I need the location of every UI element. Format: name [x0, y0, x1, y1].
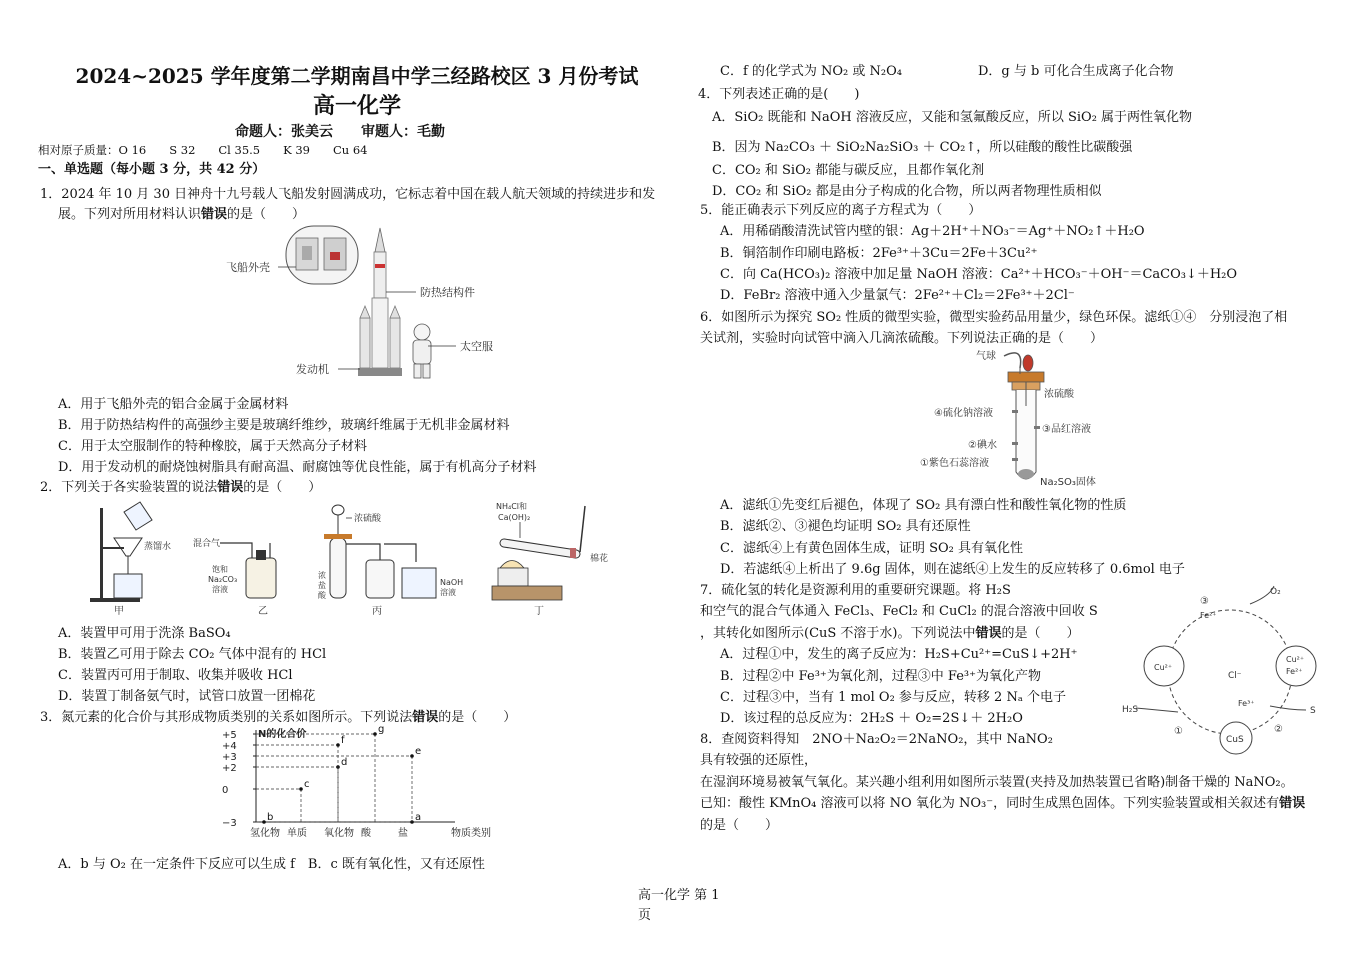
- chart-point: [373, 732, 377, 736]
- q2-stem: [40, 479, 321, 496]
- chart-point-label: f: [341, 735, 345, 746]
- q2-option-c: C．装置丙可用于制取、收集并吸收 HCl: [58, 668, 293, 683]
- q2-label-hcl2: 盐: [318, 581, 326, 590]
- q1-rocket-figure: [220, 222, 520, 382]
- q7-cycle-figure: [1120, 582, 1340, 762]
- q6-label-2: ②碘水: [968, 440, 997, 451]
- q2-option-d: D．装置丁制备氨气时，试管口放置一团棉花: [58, 689, 316, 704]
- chart-x-label: 物质类别: [451, 828, 491, 839]
- q6-stem-line1: 6．如图所示为探究 SO₂ 性质的微型实验，微型实验药品用量少，绿色环保。滤纸①④ 分别浸泡了相: [700, 310, 1288, 325]
- q5-option-c: C．向 Ca(HCO₃)₂ 溶液中加足量 NaOH 溶液：Ca²⁺＋HCO₃⁻＋OH⁻＝CaCO₃↓＋H₂O: [720, 267, 1238, 282]
- q6-label-3: ③品红溶液: [1042, 424, 1091, 435]
- footer-page-line1: 高一化学 第 1: [638, 888, 720, 903]
- q2-option-a: A．装置甲可用于洗涤 BaSO₄: [58, 626, 231, 641]
- chart-x-tick: 单质: [287, 828, 307, 839]
- q6-label-4: ④硫化钠溶液: [934, 408, 993, 419]
- q1-option-c: C．用于太空服制作的特种橡胶，属于天然高分子材料: [58, 439, 367, 454]
- q5-option-a: A．用稀硝酸清洗试管内壁的银：Ag＋2H⁺＋NO₃⁻＝Ag⁺＋NO₂↑＋H₂O: [720, 224, 1145, 239]
- q7-option-c: C．过程③中，当有 1 mol O₂ 参与反应，转移 2 Nₐ 个电子: [720, 690, 1066, 705]
- q7-stem-emph: 错误: [975, 626, 1002, 641]
- q1-label-shell: 飞船外壳: [226, 261, 270, 274]
- chart-point-label: e: [415, 746, 422, 757]
- q7-label-c1: ①: [1174, 726, 1183, 737]
- q5-option-b: B．铜箔制作印刷电路板：2Fe³⁺＋3Cu＝2Fe＋3Cu²⁺: [720, 246, 1038, 261]
- q6-option-b: B．滤纸②、③褪色均证明 SO₂ 具有还原性: [720, 519, 971, 534]
- chart-x-tick: 盐: [398, 828, 408, 839]
- chart-point-label: d: [341, 757, 348, 768]
- authors: 命题人：张美云 审题人：毛勤: [235, 124, 445, 140]
- q2-label-water: 蒸馏水: [144, 542, 172, 552]
- q5-stem: 5．能正确表示下列反应的离子方程式为（ ）: [700, 203, 982, 218]
- q1-label-suit: 太空服: [460, 340, 493, 353]
- chart-y-label: N的化合价: [258, 729, 307, 740]
- q6-label-conc: 浓硫酸: [1044, 389, 1074, 400]
- q6-label-1: ①紫色石蕊溶液: [920, 458, 989, 469]
- q1-stem-line2: [58, 206, 305, 223]
- q7-label-c3: ③: [1200, 596, 1209, 607]
- q2-label-yi: 乙: [258, 606, 268, 617]
- q3-option-c: C．f 的化学式为 NO₂ 或 N₂O₄: [720, 64, 902, 79]
- q2-label-sat2: Na₂CO₃: [208, 575, 238, 584]
- chart-y-tick: +2: [222, 763, 237, 774]
- q2-option-b: B．装置乙可用于除去 CO₂ 气体中混有的 HCl: [58, 647, 327, 662]
- q1-option-d: D．用于发动机的耐烧蚀树脂具有耐高温、耐腐蚀等优良性能，属于有机高分子材料: [58, 460, 537, 475]
- q7-label-cu: Cu²⁺: [1154, 663, 1173, 672]
- q1-stem-emph: 错误: [201, 207, 228, 222]
- chart-x-tick: 氧化物: [324, 828, 354, 839]
- q7-option-d: D．该过程的总反应为：2H₂S ＋ O₂=2S↓＋ 2H₂O: [720, 711, 1023, 726]
- q3-option-d: D．g 与 b 可化合生成离子化合物: [978, 64, 1174, 79]
- chart-point: [410, 754, 414, 758]
- q7-label-cufe1: Cu²⁺: [1286, 655, 1305, 664]
- footer-page-line2: 页: [638, 908, 652, 923]
- chart-y-tick: +3: [222, 752, 237, 763]
- q7-label-o2: O₂: [1270, 587, 1281, 597]
- q8-line2: 具有较强的还原性，: [700, 753, 818, 768]
- chart-x-tick: 酸: [361, 828, 371, 839]
- q4-option-c: C．CO₂ 和 SiO₂ 都能与碳反应，且都作氧化剂: [712, 163, 985, 178]
- q8-line5: 的是（ ）: [700, 818, 779, 833]
- chart-y-tick: −3: [222, 818, 237, 829]
- q4-stem: 4．下列表述正确的是( ): [698, 87, 860, 102]
- q2-label-naoh1: NaOH: [440, 578, 464, 587]
- q6-label-balloon: 气球: [976, 351, 996, 362]
- q1-stem-c: 的是（ ）: [227, 207, 306, 222]
- q7-label-h2s: H₂S: [1122, 705, 1139, 715]
- q8-line3: 在湿润环境易被氧气氧化。某兴趣小组利用如图所示装置(夹持及加热装置已省略)制备干燥的 NaNO₂。: [700, 775, 1294, 790]
- q7-option-b: B．过程②中 Fe³⁺为氧化剂，过程③中 Fe³⁺为氧化产物: [720, 669, 1041, 684]
- q2-label-sat3: 溶液: [212, 585, 228, 594]
- q7-label-fe3: Fe³⁺: [1238, 699, 1255, 708]
- chart-point: [262, 820, 266, 824]
- q1-label-heat: 防热结构件: [420, 286, 475, 299]
- q1-stem-line1: 1．2024 年 10 月 30 日神舟十九号载人飞船发射圆满成功，它标志着中国在载人航天领域的持续进步和发: [40, 187, 656, 202]
- chart-y-tick: +4: [222, 741, 237, 752]
- q7-label-cus: CuS: [1226, 735, 1244, 745]
- q2-label-cotton: 棉花: [590, 554, 609, 564]
- q2-label-nh4cl2: Ca(OH)₂: [498, 513, 531, 522]
- q6-label-solid: Na₂SO₃固体: [1040, 477, 1096, 488]
- q7-stem-line1: 7．硫化氢的转化是资源利用的重要研究课题。将 H₂S: [700, 583, 1011, 598]
- q2-label-hcl3: 酸: [318, 591, 326, 600]
- q7-stem-c: 的是（ ）: [1001, 626, 1080, 641]
- q8-line4-a: 已知：酸性 KMnO₄ 溶液可以将 NO 氧化为 NO₃⁻，同时生成黑色固体。下列实验装置或相关叙述有: [700, 796, 1280, 811]
- q7-stem-line3: [700, 625, 1080, 642]
- q2-label-hcl1: 浓: [318, 571, 326, 580]
- q6-option-d: D．若滤纸④上析出了 9.6g 固体，则在滤纸④上发生的反应转移了 0.6mol 电子: [720, 562, 1185, 577]
- atomic-masses: 相对原子质量：O 16 S 32 Cl 35.5 K 39 Cu 64: [38, 143, 368, 157]
- q7-stem-a: ，其转化如图所示(CuS 不溶于水)。下列说法中: [700, 626, 976, 641]
- q3-stem-emph: 错误: [412, 710, 439, 725]
- chart-point-label: b: [267, 812, 274, 823]
- q2-stem-emph: 错误: [217, 480, 244, 495]
- chart-point: [299, 787, 303, 791]
- q6-option-a: A．滤纸①先变红后褪色，体现了 SO₂ 具有漂白性和酸性氧化物的性质: [720, 498, 1127, 513]
- q6-test-tube-figure: [916, 346, 1146, 494]
- chart-y-tick: 0: [222, 785, 229, 796]
- q3-stem: [40, 709, 516, 726]
- chart-point: [336, 743, 340, 747]
- q2-label-h2so4: 浓硫酸: [354, 514, 382, 524]
- q4-option-b: B．因为 Na₂CO₃ ＋ SiO₂Na₂SiO₃ ＋ CO₂↑，所以硅酸的酸性比碳酸强: [712, 140, 1133, 155]
- q8-line1: 8．查阅资料得知 2NO＋Na₂O₂＝2NaNO₂，其中 NaNO₂: [700, 732, 1053, 747]
- q3-options-ab: A．b 与 O₂ 在一定条件下反应可以生成 f B．c 既有氧化性，又有还原性: [58, 857, 485, 872]
- q2-stem-c: 的是（ ）: [243, 480, 322, 495]
- chart-point-label: a: [415, 812, 422, 823]
- q4-option-a: A．SiO₂ 既能和 NaOH 溶液反应，又能和氢氟酸反应，所以 SiO₂ 属于两性氧化物: [712, 110, 1193, 125]
- q7-label-s: S: [1310, 706, 1316, 716]
- q8-line4-emph: 错误: [1279, 796, 1306, 811]
- q6-stem-line2: 关试剂，实验时向试管中滴入几滴浓硫酸。下列说法正确的是（ ）: [700, 331, 1104, 346]
- q2-stem-a: 2．下列关于各实验装置的说法: [40, 480, 218, 495]
- q3-valence-chart: [220, 724, 491, 850]
- q2-label-bing: 丙: [372, 606, 382, 617]
- q2-label-naoh2: 溶液: [440, 588, 456, 597]
- q2-label-mixed: 混合气: [193, 539, 221, 549]
- q7-option-a: A．过程①中，发生的离子反应为：H₂S+Cu²⁺=CuS↓+2H⁺: [720, 647, 1078, 662]
- q3-stem-c: 的是（ ）: [438, 710, 517, 725]
- q3-stem-a: 3．氮元素的化合价与其形成物质类别的关系如图所示。下列说法: [40, 710, 413, 725]
- q1-stem-a: 展。下列对所用材料认识: [58, 207, 202, 222]
- q2-label-nh4cl1: NH₄Cl和: [496, 502, 528, 511]
- q5-option-d: D．FeBr₂ 溶液中通入少量氯气：2Fe²⁺＋Cl₂＝2Fe³⁺＋2Cl⁻: [720, 288, 1075, 303]
- q7-stem-line2: 和空气的混合气体通入 FeCl₃、FeCl₂ 和 CuCl₂ 的混合溶液中回收 S: [700, 604, 1098, 619]
- q6-option-c: C．滤纸④上有黄色固体生成，证明 SO₂ 具有氧化性: [720, 541, 1023, 556]
- q7-label-c2: ②: [1274, 724, 1283, 735]
- exam-title: 2024~2025 学年度第二学期南昌中学三经路校区 3 月份考试: [75, 64, 639, 88]
- q1-option-b: B．用于防热结构件的高强纱主要是玻璃纤维纱，玻璃纤维属于无机非金属材料: [58, 418, 510, 433]
- subject-title: 高一化学: [312, 93, 401, 119]
- q7-label-fe2a: Fe²⁺: [1200, 611, 1217, 620]
- q1-option-a: A．用于飞船外壳的铝合金属于金属材料: [58, 397, 289, 412]
- q7-label-cl: Cl⁻: [1228, 671, 1242, 681]
- chart-point-label: c: [304, 779, 310, 790]
- q8-line4: [700, 795, 1305, 812]
- chart-y-tick: +5: [222, 730, 237, 741]
- q2-label-sat1: 饱和: [212, 565, 228, 574]
- q2-label-jia: 甲: [114, 606, 124, 617]
- chart-point-label: g: [378, 724, 385, 735]
- q2-apparatus-figure: [80, 498, 620, 620]
- section-heading: 一、单选题（每小题 3 分，共 42 分）: [38, 162, 266, 177]
- q1-label-engine: 发动机: [296, 363, 329, 376]
- chart-x-tick: 氢化物: [250, 828, 280, 839]
- q2-label-ding: 丁: [534, 606, 544, 617]
- q7-label-cufe2: Fe²⁺: [1286, 667, 1303, 676]
- q4-option-d: D．CO₂ 和 SiO₂ 都是由分子构成的化合物，所以两者物理性质相似: [712, 184, 1102, 199]
